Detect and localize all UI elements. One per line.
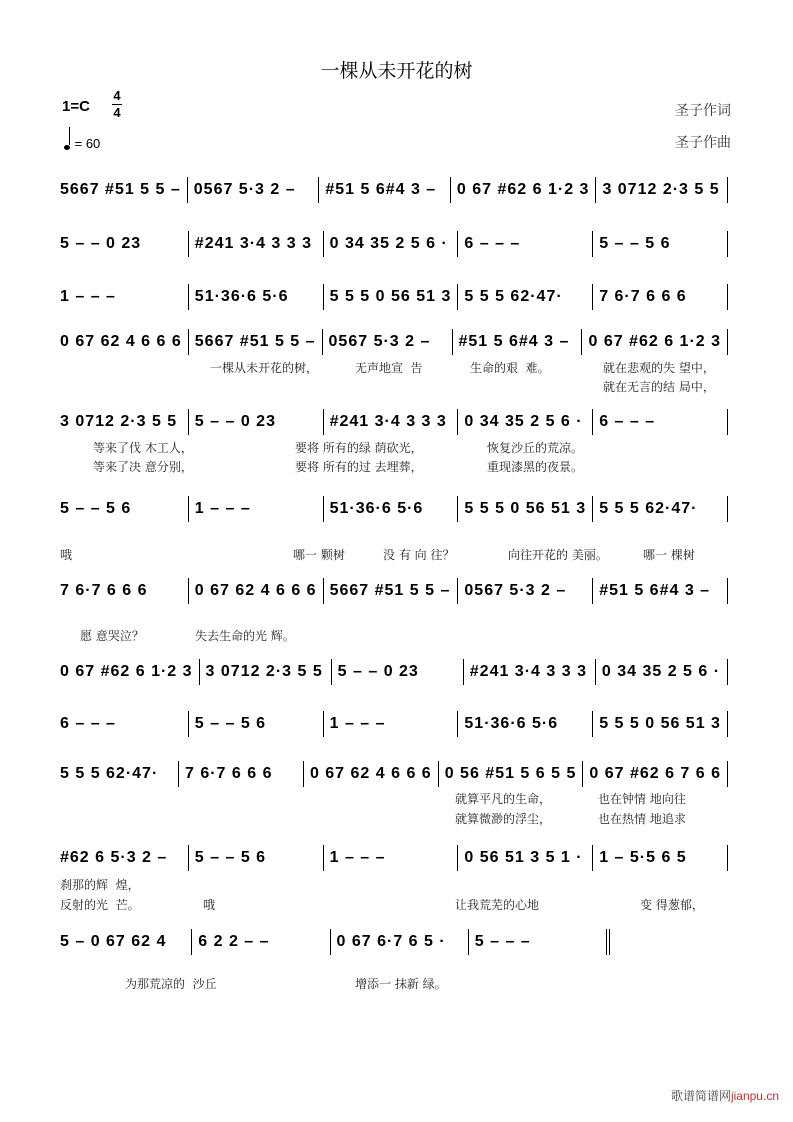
lyric-segment: 愿 意哭泣？ (80, 629, 144, 643)
measure: 5 5 5 62·47· (60, 761, 179, 787)
measure: 7 6·7 6 6 6 (593, 284, 728, 310)
lyric-segment: 要将 所有的绿 荫砍光， (295, 441, 423, 455)
lyric-segment: 哪一 颗树 (293, 548, 345, 562)
measure: 0 67 #62 6 1·2 3 (60, 659, 200, 685)
measure: 5 – – 0 23 (189, 409, 324, 435)
time-signature-top: 4 (113, 88, 121, 103)
lyric-segment: 变 得葱郁， (640, 898, 704, 912)
measure: 1 – – – (324, 845, 459, 871)
lyric-segment: 也在钟情 地向往 (598, 792, 686, 806)
measure: 1 – – – (60, 284, 189, 310)
measure: 5 – – 5 6 (189, 845, 324, 871)
song-title: 一棵从未开花的树 (320, 60, 473, 82)
measure: 6 – – – (458, 231, 593, 257)
lyric-segment: 哦 (203, 898, 216, 912)
measure: 5 5 5 0 56 51 3 (324, 284, 459, 310)
score-row (60, 177, 728, 203)
lyric-segment: 反射的光 芒。 (60, 898, 140, 912)
lyric-segment: 就在无言的结 局中， (603, 380, 715, 394)
score-row (60, 409, 728, 435)
measure: 6 – – – (593, 409, 728, 435)
measure: 5667 #51 5 5 – (60, 177, 188, 203)
measure: 0 56 51 3 5 1 · (458, 845, 593, 871)
measure: 0 34 35 2 5 6 · (458, 409, 593, 435)
measure: #51 5 6#4 3 – (453, 329, 583, 355)
lyric-segment: 没 有 向 往？ (383, 548, 455, 562)
measure: 0567 5·3 2 – (458, 578, 593, 604)
measure: #241 3·4 3 3 3 (464, 659, 596, 685)
lyric-segment: 为那荒凉的 沙丘 (125, 977, 217, 991)
measure: 1 – – – (189, 496, 324, 522)
score-row (60, 231, 728, 257)
lyric-segment: 刹那的辉 煌， (60, 878, 140, 892)
measure: 51·36·6 5·6 (458, 711, 593, 737)
note-stem (69, 127, 70, 145)
measure: 0 67 #62 6 1·2 3 (451, 177, 597, 203)
score-row (60, 496, 728, 522)
score-row (60, 329, 728, 355)
measure: 3 0712 2·3 5 5 (60, 409, 189, 435)
measure: #62 6 5·3 2 – (60, 845, 189, 871)
measure: 5 – – 0 23 (60, 231, 189, 257)
lyric-segment: 等来了决 意分别， (93, 460, 193, 474)
lyric-segment: 就在悲观的失 望中， (603, 361, 715, 375)
measure: #51 5 6#4 3 – (319, 177, 451, 203)
lyric-segment: 生命的艰 难。 (470, 361, 550, 375)
measure: 1 – 5·5 6 5 (593, 845, 728, 871)
measure: 7 6·7 6 6 6 (60, 578, 189, 604)
measure: 5 – – 5 6 (60, 496, 189, 522)
lyric-segment: 向往开花的 美丽。 (508, 548, 608, 562)
time-signature-bottom: 4 (113, 105, 121, 120)
time-signature (112, 89, 122, 120)
tempo-value: = 60 (74, 136, 101, 151)
measure: 0 67 62 4 6 6 6 (189, 578, 324, 604)
measure: 7 6·7 6 6 6 (179, 761, 304, 787)
lyric-segment: 哦 (60, 548, 73, 562)
measure: #241 3·4 3 3 3 (189, 231, 324, 257)
watermark (671, 1087, 779, 1104)
measure: 5 – 0 67 62 4 (60, 929, 192, 955)
measure: 0 67 62 4 6 6 6 (304, 761, 439, 787)
score-row (60, 929, 610, 955)
measure: 3 0712 2·3 5 5 (200, 659, 332, 685)
watermark-text: 歌谱简谱网 (670, 1089, 731, 1103)
composer-credit: 圣子作曲 (675, 135, 731, 151)
lyric-segment: 也在热情 地追求 (598, 812, 686, 826)
lyric-segment: 就算平凡的生命， (455, 792, 552, 806)
measure: #51 5 6#4 3 – (593, 578, 728, 604)
score-row (60, 659, 728, 685)
lyric-segment: 哪一 棵树 (643, 548, 695, 562)
measure: 5 5 5 62·47· (458, 284, 593, 310)
measure: 5 5 5 0 56 51 3 (458, 496, 593, 522)
measure: 5 – – 5 6 (189, 711, 324, 737)
score-row (60, 761, 728, 787)
measure: 3 0712 2·3 5 5 (596, 177, 728, 203)
lyric-segment: 等来了伐 木工人， (93, 441, 193, 455)
tempo-marking (64, 130, 100, 151)
lyric-segment: 要将 所有的过 去埋葬， (295, 460, 423, 474)
score-row (60, 284, 728, 310)
score-row (60, 711, 728, 737)
watermark-domain: jianpu.cn (730, 1089, 779, 1103)
measure: 0 67 #62 6 1·2 3 (582, 329, 728, 355)
measure: 51·36·6 5·6 (189, 284, 324, 310)
measure: 0 34 35 2 5 6 · (596, 659, 728, 685)
measure: 0 34 35 2 5 6 · (324, 231, 459, 257)
lyric-segment: 失去生命的光 辉。 (195, 629, 295, 643)
score-row (60, 578, 728, 604)
measure: 0 56 #51 5 6 5 5 (439, 761, 584, 787)
measure: 5667 #51 5 5 – (324, 578, 459, 604)
measure: 1 – – – (324, 711, 459, 737)
measure: 0 67 6·7 6 5 · (331, 929, 469, 955)
measure: 6 – – – (60, 711, 189, 737)
quarter-note-icon (64, 145, 70, 150)
measure: 5 – – – (469, 929, 610, 955)
measure: 0567 5·3 2 – (188, 177, 320, 203)
measure: 51·36·6 5·6 (324, 496, 459, 522)
lyric-segment: 无声地宣 告 (355, 361, 423, 375)
measure: 0 67 #62 6 7 6 6 (583, 761, 728, 787)
measure: 6 2 2 – – (192, 929, 330, 955)
lyric-segment: 恢复沙丘的荒凉。 (487, 441, 584, 455)
lyric-segment: 就算微渺的浮尘， (455, 812, 552, 826)
lyric-segment: 让我荒芜的心地 (455, 898, 540, 912)
measure: 0567 5·3 2 – (323, 329, 453, 355)
lyricist-credit: 圣子作词 (675, 103, 731, 119)
measure: 5 5 5 0 56 51 3 (593, 711, 728, 737)
measure: 5 5 5 62·47· (593, 496, 728, 522)
measure: 5 – – 0 23 (332, 659, 464, 685)
lyric-segment: 一棵从未开花的树， (210, 361, 319, 375)
lyric-segment: 增添一 抹新 绿。 (355, 977, 447, 991)
measure: #241 3·4 3 3 3 (324, 409, 459, 435)
measure: 0 67 62 4 6 6 6 (60, 329, 189, 355)
measure: 5 – – 5 6 (593, 231, 728, 257)
lyric-segment: 重现漆黑的夜景。 (487, 460, 584, 474)
key-signature: 1=C (62, 98, 90, 115)
measure: 5667 #51 5 5 – (189, 329, 323, 355)
score-row (60, 845, 728, 871)
